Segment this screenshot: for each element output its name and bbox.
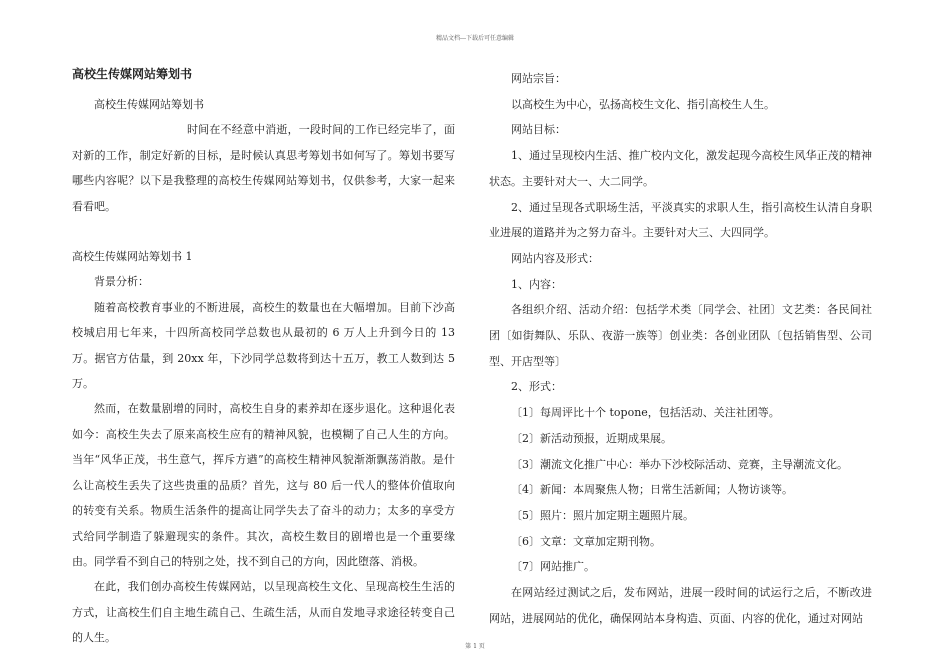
right-paragraph: 以高校生为中心，弘扬高校生文化、指引高校生人生。 xyxy=(511,97,775,111)
right-paragraph: 1、通过呈现校内生活、推广校内文化，激发起现今高校生风华正茂的精神状态。主要针对大一、大二同学。 xyxy=(489,149,872,188)
right-paragraph: 网站目标： xyxy=(511,123,566,137)
background-label: 背景分析： xyxy=(94,275,149,289)
right-list-item: 〔4〕新闻：本周聚焦人物；日常生活新闻；人物访谈等。 xyxy=(511,483,793,497)
page-header: 精品文档---下载后可任意编辑 xyxy=(435,35,515,42)
right-list-item: 〔2〕新活动预报，近期成果展。 xyxy=(511,431,672,445)
right-paragraph: 各组织介绍、活动介绍：包括学术类〔同学会、社团〕文艺类：各民间社团〔如街舞队、乐队、夜游一族等〕创业类：各创业团队〔包括销售型、公司型、开店型等〕 xyxy=(489,303,872,368)
right-list-item: 〔3〕潮流文化推广中心：举办下沙校际活动、竞赛，主导潮流文化。 xyxy=(511,457,848,471)
right-list-item: 〔1〕每周评比十个 topone，包括活动、关注社团等。 xyxy=(511,406,780,420)
right-list-item: 〔7〕网站推广。 xyxy=(511,560,595,574)
document-subtitle: 高校生传媒网站筹划书 xyxy=(94,98,204,111)
page-footer: 第 1 页 xyxy=(465,643,485,650)
right-paragraph: 网站内容及形式： xyxy=(511,251,599,265)
right-paragraph: 网站宗旨： xyxy=(511,72,566,85)
paragraph-2: 然而，在数量剧增的同时，高校生自身的素养却在逐步退化。这种退化表如今：高校生失去了原来高校生应有的精神风貌，也模糊了自己人生的方向。当年“风华正茂，书生意气，挥斥方遒”的高校生精神风貌渐渐飘荡消散。是什么让高校生丢失了这些贵重的品质？首先，这与 80 后一代人的整体价值取向的转变有关系。物质生活条件的提高让同学失去了奋斗的动力；太多的享受方式给同学制造了躲避现实的条件。其次，高校生数目的剧增也是一个重要缘由。同学看不到自己的特别之处，找不到自己的方向，因此堕落、消极。 xyxy=(72,402,455,568)
right-column xyxy=(489,66,872,631)
paragraph-1: 随着高校教育事业的不断进展，高校生的数量也在大幅增加。目前下沙高校城启用七年来，十四所高校同学总数也从最初的 6 万人上升到今日的 13 万。据官方估量，到 20xx 年，下沙同学总数将到达十五万，教工人数到达 5 万。 xyxy=(72,300,459,391)
right-paragraph: 在网站经过测试之后，发布网站，进展一段时间的试运行之后，不断改进网站，进展网站的优化，确保网站本身构造、页面、内容的优化，通过对网站 xyxy=(489,586,872,625)
right-paragraph: 1、内容： xyxy=(511,277,562,291)
paragraph-3: 在此，我们创办高校生传媒网站，以呈现高校生文化、呈现高校生生活的方式，让高校生们自主地生疏自己、生疏生活，从而自发地寻求途径转变自己的人生。 xyxy=(72,580,455,645)
section-title: 高校生传媒网站筹划书 1 xyxy=(72,250,193,264)
intro-paragraph: 时间在不经意中消逝，一段时间的工作已经完毕了，面对新的工作，制定好新的目标，是时候认真思考筹划书如何写了。筹划书要写哪些内容呢？以下是我整理的高校生传媒网站筹划书，仅供参考，大家一起来看看吧。 xyxy=(72,123,455,213)
right-paragraph: 2、通过呈现各式职场生活，平淡真实的求职人生，指引高校生认清自身职业进展的道路并为之努力奋斗。主要针对大三、大四同学。 xyxy=(489,200,872,240)
left-column xyxy=(72,66,459,651)
right-paragraph: 2、形式： xyxy=(511,380,562,394)
spacer xyxy=(72,219,455,244)
document-title: 高校生传媒网站筹划书 xyxy=(72,67,193,81)
right-list-item: 〔6〕文章：文章加定期刊物。 xyxy=(511,534,661,548)
right-list-item: 〔5〕照片：照片加定期主题照片展。 xyxy=(511,508,694,522)
